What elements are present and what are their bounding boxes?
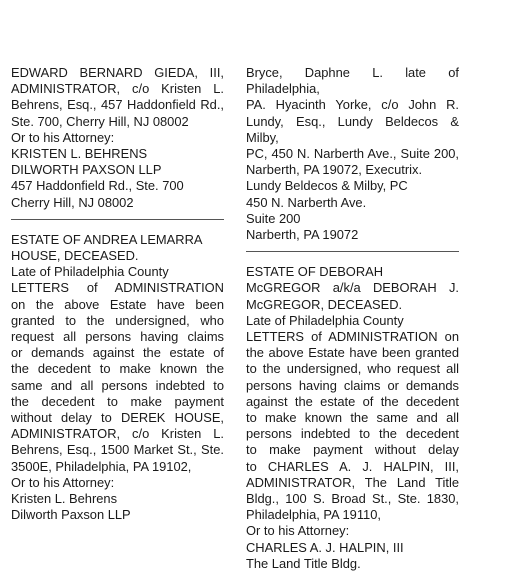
notice-line: McGREGOR a/k/a DEBORAH J. <box>246 280 459 296</box>
notice-line: PC, 450 N. Narberth Ave., Suite 200, <box>246 146 459 162</box>
notice-line: CHARLES A. J. HALPIN, III <box>246 539 404 555</box>
notice-line: KRISTEN L. BEHRENS <box>11 146 148 162</box>
notice-line: on the above Estate have been <box>11 296 224 312</box>
notice-line: granted to the undersigned, who <box>11 312 224 328</box>
notice-line: HOUSE, DECEASED. <box>11 248 139 264</box>
notice-line: Lundy Beldecos & Milby, PC <box>246 178 408 194</box>
notice-line: ADMINISTRATOR, The Land Title <box>246 474 459 490</box>
notice-line: ESTATE OF DEBORAH <box>246 264 384 280</box>
section-divider <box>246 251 459 252</box>
notice-line: to the undersigned, who request all <box>246 361 459 377</box>
notice-line: Late of Philadelphia County <box>246 312 404 328</box>
notice-line: LETTERS of ADMINISTRATION on <box>246 329 459 345</box>
notice-line: ADMINISTRATOR, c/o Kristen L. <box>11 426 224 442</box>
notice-line: Narberth, PA 19072 <box>246 227 359 243</box>
notice-line: same and all persons indebted to <box>11 377 224 393</box>
notice-mcgregor-estate-block <box>246 264 459 572</box>
notice-line: or demands against the estate of <box>11 345 224 361</box>
notice-line: request all persons having claims <box>11 329 224 345</box>
notice-line: Narberth, PA 19072, Executrix. <box>246 162 423 178</box>
notice-house-estate-block <box>11 232 224 524</box>
notice-line: Philadelphia, PA 19110, <box>246 507 381 523</box>
notice-line: the decedent to make payment <box>11 393 224 409</box>
notice-line: LETTERS of ADMINISTRATION <box>11 280 224 296</box>
notice-line: Dilworth Paxson LLP <box>11 507 131 523</box>
notice-line: 3500E, Philadelphia, PA 19102, <box>11 458 192 474</box>
notice-bryce-block <box>246 65 459 243</box>
notice-line: Late of Philadelphia County <box>11 264 169 280</box>
notice-line: Suite 200 <box>246 210 301 226</box>
right-column <box>246 65 459 572</box>
notice-line: Behrens, Esq., 1500 Market St., Ste. <box>11 442 224 458</box>
notice-line: EDWARD BERNARD GIEDA, III, <box>11 65 224 80</box>
notice-line: DILWORTH PAXSON LLP <box>11 162 162 178</box>
notice-line: Behrens, Esq., 457 Haddonfield Rd., <box>11 97 224 113</box>
notice-line: Cherry Hill, NJ 08002 <box>11 194 134 210</box>
notice-line: PA. Hyacinth Yorke, c/o John R. <box>246 97 459 113</box>
notice-line: The Land Title Bldg. <box>246 555 361 571</box>
left-column <box>11 65 224 523</box>
notice-line: Bryce, Daphne L. late of Philadelphia, <box>246 65 459 97</box>
notice-line: persons indebted to the decedent <box>246 426 459 442</box>
notice-line: to CHARLES A. J. HALPIN, III, <box>246 458 459 474</box>
notice-line: ADMINISTRATOR, c/o Kristen L. <box>11 81 224 97</box>
notice-line: ESTATE OF ANDREA LEMARRA <box>11 231 203 247</box>
notice-line: to make payment without delay <box>246 442 459 458</box>
notice-line: without delay to DEREK HOUSE, <box>11 410 224 426</box>
notice-gieda-block <box>11 65 224 211</box>
notice-line: Ste. 700, Cherry Hill, NJ 08002 <box>11 113 189 129</box>
notice-line: persons having claims or demands <box>246 377 459 393</box>
notice-line: the decedent to make known the <box>11 361 224 377</box>
notice-line: 457 Haddonfield Rd., Ste. 700 <box>11 178 184 194</box>
section-divider <box>11 219 224 220</box>
notice-line: Or to his Attorney: <box>11 129 115 145</box>
notice-line: Kristen L. Behrens <box>11 491 118 507</box>
notice-line: Bldg., 100 S. Broad St., Ste. 1830, <box>246 491 459 507</box>
notice-line: to make known the same and all <box>246 410 459 426</box>
notice-line: against the estate of the decedent <box>246 393 459 409</box>
notice-line: the above Estate have been granted <box>246 345 459 361</box>
notice-line: Or to his Attorney: <box>246 523 350 539</box>
notice-line: McGREGOR, DECEASED. <box>246 296 403 312</box>
notice-line: Lundy, Esq., Lundy Beldecos & Milby, <box>246 113 459 145</box>
notice-line: 450 N. Narberth Ave. <box>246 194 367 210</box>
notice-line: Or to his Attorney: <box>11 474 115 490</box>
